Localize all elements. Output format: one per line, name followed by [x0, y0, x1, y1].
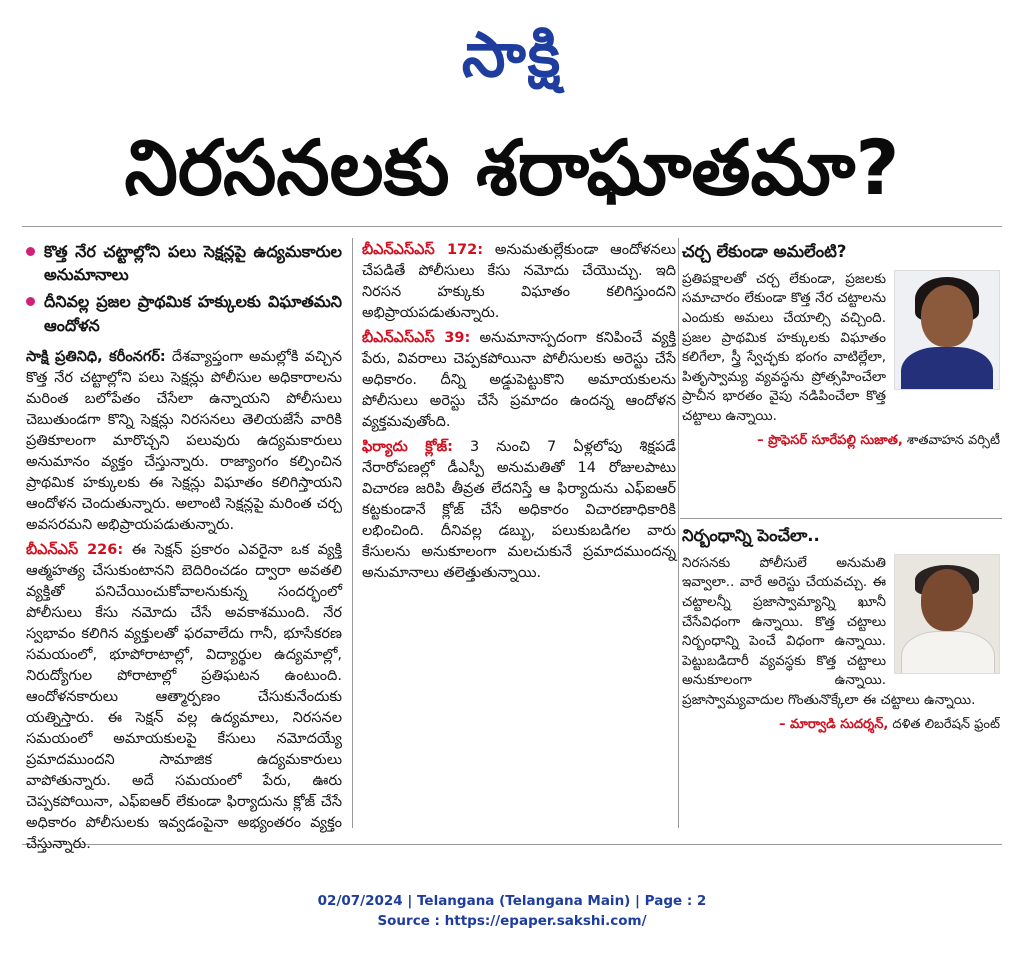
opinion-signature — [682, 716, 1000, 735]
signature-org: దళిత లిబరేషన్ ఫ్రంట్ — [892, 717, 1000, 733]
article-paragraph — [362, 240, 676, 324]
article-text: దేశవ్యాప్తంగా అమల్లోకి వచ్చిన కొత్త నేర చట్టాల్లోని పలు సెక్షన్లు పోలీసుల అధికారాలను మరింత బలోపేతం చేసేలా ఉన్నాయని పోలీసులు చెబుతుండగా కొన్ని సెక్షన్లు నిరసనలు తెలియజేసే వారికి ప్రతికూలంగా మారొచ్చని పలువురు ఉద్యమకారులు అనుమానం వ్యక్తం చేస్తున్నారు. రాజ్యాంగం కల్పించిన ప్రాథమిక హక్కులకు ఈ సెక్షన్లు విఘాతం కలిగిస్తాయని ఆందోళన చెందుతున్నారు. అలాంటి సెక్షన్లపై మరింత చర్చ అవసరమని అభిప్రాయపడుతున్నారు. — [26, 348, 342, 533]
signature-name: – ప్రొఫెసర్ సూరేపల్లి సుజాత, — [757, 433, 903, 449]
opinion-box-2 — [682, 524, 1000, 824]
signature-org: శాతవాహన వర్సిటీ — [906, 433, 1000, 449]
highlight-text: దీనివల్ల ప్రజల ప్రాథమిక హక్కులకు విఘాతమని ఆందోళన — [44, 292, 342, 335]
article-column-2 — [362, 240, 676, 588]
opinion-heading: చర్చ లేకుండా అమలేంటి? — [682, 242, 847, 261]
article-text: ఈ సెక్షన్ ప్రకారం ఎవరైనా ఒక వ్యక్తి ఆత్మహత్య చేసుకుంటానని బెదిరించడం ద్వారా అవతలి వ్యక్తితో పనిచేయించుకోవాలనుకున్న సందర్భంలో పోలీసులు కేసు నమోదు చేసే అవకాశముంది. నేర స్వభావం కలిగిన వ్యక్తులతో ఫరవాలేదు గానీ, భూసేకరణ సమయంలో, భూపోరాటాల్లో, విద్యార్థుల ఉద్యమాల్లో, నిరుద్యోగుల పోరాటాల్లో ప్రతిఘటన ఉంటుంది. ఆందోళనకారులు ఆత్మార్పణం చేసుకునేందుకు యత్నిస్తారు. ఈ సెక్షన్ వల్ల ఉద్యమాలు, నిరసనల సమయంలో అమాయకులపై కేసులు నమోదయ్యే ప్రమాదముందని సామాజిక ఉద్యమకారులు వాపోతున్నారు. అదే సమయంలో పేరు, ఊరు చెప్పకపోయినా, ఎఫ్ఐఆర్ లేకుండా ఫిర్యాదును క్లోజ్ చేసే అధికారం పోలీసులకు ఇవ్వడంపైనా అభ్యంతరం వ్యక్తం చేస్తున్నారు. — [26, 541, 342, 853]
opinion-signature — [682, 432, 1000, 451]
column-divider-1 — [352, 238, 353, 828]
sidebar-column — [682, 240, 1000, 824]
highlights-list — [26, 240, 342, 337]
portrait-photo — [894, 270, 1000, 390]
highlight-item — [26, 240, 342, 286]
opinion-heading: నిర్బంధాన్ని పెంచేలా.. — [682, 526, 820, 545]
section-label: బీఎన్ఎస్ 226: — [26, 541, 124, 558]
headline-divider — [22, 226, 1002, 227]
article-paragraph — [26, 347, 342, 536]
article-column-1 — [26, 240, 342, 859]
portrait-face — [921, 285, 973, 347]
opinion-text: ప్రతిపక్షాలతో చర్చ లేకుండా, ప్రజలకు సమాచారం లేకుండా కొత్త నేర చట్టాలను ఎందుకు అమలు చేయాల్సి వచ్చింది. ప్రజల ప్రాథమిక హక్కులకు విఘాతం కలిగేలా, స్త్రీ స్వేచ్ఛకు భంగం వాటిల్లేలా, పితృస్వామ్య వ్యవస్థను ప్రోత్సహించేలా ప్రాచీన భారతం వైపు నడిపించేలా కొత్త చట్టాలు ఉన్నాయి. — [682, 270, 886, 424]
opinion-box-1 — [682, 240, 1000, 510]
article-text: అనుమతుల్లేకుండా ఆందోళనలు చేపడితే పోలీసులు కేసు నమోదు చేయొచ్చు. ఇది నిరసన హక్కుకు విఘాతం కలిగిస్తుందని అభిప్రాయపడుతున్నారు. — [362, 242, 676, 322]
section-label: బీఎన్ఎస్ఎస్ 39: — [362, 330, 471, 347]
portrait-face — [921, 569, 973, 631]
masthead-logo: సాక్షి — [461, 18, 563, 91]
section-label: ఫిర్యాదు క్లోజ్: — [362, 439, 453, 456]
highlight-text: కొత్త నేర చట్టాల్లోని పలు సెక్షన్లపై ఉద్యమకారుల అనుమానాలు — [44, 242, 342, 285]
article-paragraph — [26, 540, 342, 855]
footer-date-line: 02/07/2024 | Telangana (Telangana Main) | Page : 2 — [317, 893, 707, 909]
article-text: 3 నుంచి 7 ఏళ్లలోపు శిక్షపడే నేరారోపణల్లో డీఎస్పీ అనుమతితో 14 రోజులపాటు విచారణ జరిపి తీవ్రత లేదనిస్తే ఆ ఫిర్యాదును ఎఫ్ఐఆర్ కట్టకుండానే క్లోజ్ చేసే అధికారం విచారణాధికారికి లభించింది. దీనివల్ల డబ్బు, పలుకుబడిగల వారు కేసులను అనుకూలంగా మలచుకునే ప్రమాదముందన్న అనుమానాలు తలెత్తుతున్నాయి. — [362, 439, 677, 582]
column-divider-2 — [678, 238, 679, 828]
bullet-icon — [26, 247, 35, 256]
bullet-icon — [26, 297, 35, 306]
page-footer — [0, 892, 1024, 931]
footer-source-link[interactable]: Source : https://epaper.sakshi.com/ — [377, 912, 647, 929]
highlight-item — [26, 290, 342, 336]
article-paragraph — [362, 328, 676, 433]
portrait-body — [901, 631, 995, 674]
opinion-text: నిరసనకు పోలీసులే అనుమతి ఇవ్వాలా.. వారే అరెస్టు చేయవచ్చు. ఈ చట్టాలన్నీ ప్రజాస్వామ్యాన్ని ఖూనీ చేసేవిధంగా ఉన్నాయి. కొత్త చట్టాలు నిర్బంధాన్ని పెంచే విధంగా ఉన్నాయి. పెట్టుబడిదారీ వ్యవస్థకు కొత్త చట్టాలు అనుకూలంగా ఉన్నాయి. ప్రజాస్వామ్యవాదుల గొంతునొక్కేలా ఈ చట్టాలు ఉన్నాయి. — [682, 554, 976, 708]
article-paragraph — [362, 437, 676, 584]
portrait-photo — [894, 554, 1000, 674]
dateline: సాక్షి ప్రతినిధి, కరీంనగర్: — [26, 348, 166, 365]
section-label: బీఎన్ఎస్ఎస్ 172: — [362, 242, 484, 258]
portrait-body — [901, 347, 993, 390]
article-headline: నిరసనలకు శరాఘాతమా? — [124, 123, 900, 212]
signature-name: – మార్వాడి సుదర్శన్, — [778, 717, 889, 733]
article-text: అనుమానాస్పదంగా కనిపించే వ్యక్తి పేరు, వివరాలు చెప్పకపోయినా పోలీసులకు అరెస్టు చేసే అధికారం. దీన్ని అడ్డుపెట్టుకొని అమాయకులను పోలీసులు అరెస్టు చేసే ప్రమాదం ఉందన్న ఆందోళన వ్యక్తమవుతోంది. — [362, 330, 676, 431]
